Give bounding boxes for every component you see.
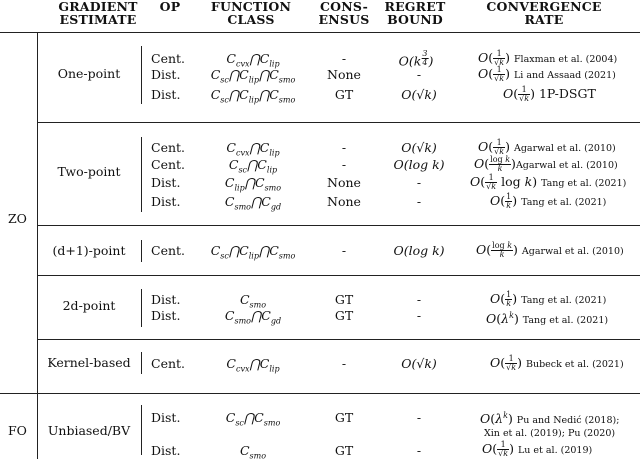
row-0-cite: Flaxman et al. (2004) — [513, 54, 618, 65]
row-0-regret: O(k $^{\frac{3}{4}}$ ) — [398, 49, 434, 69]
row-10-regret: O(√k) — [401, 356, 437, 371]
row-7-consensus: - — [341, 243, 347, 258]
bracket-2d-point — [141, 289, 142, 327]
row-3-rate: O( $\frac{1}{√k}$ ) Agarwal et al. (2010) — [478, 138, 616, 156]
rule-two-d1 — [37, 225, 640, 226]
row-2-consensus: GT — [334, 87, 354, 102]
row-8-op: Dist. — [151, 292, 181, 307]
group-2d-point: 2d-point — [62, 298, 116, 313]
row-9-consensus: GT — [334, 308, 354, 323]
bracket-one-point — [141, 46, 142, 104]
row-8-class: $C_{smo}$ — [239, 292, 267, 310]
row-10-cite: Bubeck et al. (2021) — [525, 359, 624, 370]
rule-header-bottom — [0, 32, 640, 33]
bracket-unbiased — [141, 405, 142, 455]
row-7-cite: Agarwal et al. (2010) — [521, 246, 624, 257]
row-12-regret: - — [416, 443, 422, 458]
row-1-op: Dist. — [151, 67, 181, 82]
row-11-cite-line2: Xin et al. (2019); Pu (2020) — [484, 428, 616, 439]
rule-2d-kernel — [37, 339, 640, 340]
bracket-d1-point — [141, 240, 142, 262]
row-12-op: Dist. — [151, 443, 181, 458]
row-1-regret: - — [416, 67, 422, 82]
rule-fo-top — [0, 393, 640, 394]
row-4-consensus: - — [341, 157, 347, 172]
group-kernel: Kernel-based — [47, 355, 131, 370]
row-5-op: Dist. — [151, 175, 181, 190]
group-d1-point: (d+1)-point — [52, 243, 126, 258]
header-gradient-line2: ESTIMATE — [59, 12, 137, 27]
header-regret-line1: REGRET — [384, 0, 446, 14]
row-4-cite: Agarwal et al. (2010) — [515, 160, 618, 171]
row-0-op: Cent. — [151, 51, 186, 66]
row-2-regret: O(√k) — [401, 87, 437, 102]
row-2-class: $C_{sc}⋂C_{lip}⋂C_{smo}$ — [210, 87, 296, 105]
row-4-op: Cent. — [151, 157, 186, 172]
row-6-regret: - — [416, 194, 422, 209]
row-6-cite: Tang et al. (2021) — [521, 197, 607, 208]
header-regret-line2: BOUND — [387, 12, 443, 27]
header-op-label: OP — [159, 0, 181, 14]
header-regret-bound — [380, 0, 450, 26]
row-4-regret: O(log k) — [393, 157, 445, 172]
row-1-cite: Li and Assaad (2021) — [513, 70, 616, 81]
row-4-rate: O( $\frac{\text{log k}}{k}$ )Agarwal et al. (2010) — [474, 155, 618, 173]
row-11-consensus: GT — [334, 410, 354, 425]
row-7-rate: O( $\frac{\text{log k}}{k}$ ) Agarwal et al. (2010) — [476, 241, 624, 259]
header-conv-line1: CONVERGENCE — [486, 0, 602, 14]
bracket-two-point — [141, 137, 142, 212]
row-4-class: $C_{sc}⋂C_{lip}$ — [228, 157, 278, 175]
row-8-consensus: GT — [334, 292, 354, 307]
header-consensus — [306, 0, 382, 26]
row-11-rate: $O(\lambda^k)$ Pu and Nedić (2018); — [480, 411, 620, 427]
row-8-rate: O( $\frac{1}{k}$ ) Tang et al. (2021) — [490, 290, 607, 308]
row-11-regret: - — [416, 410, 422, 425]
header-consensus-line2: ENSUS — [318, 12, 370, 27]
row-10-rate: O( $\frac{1}{√k}$ ) Bubeck et al. (2021) — [490, 354, 624, 372]
row-0-rate: O( $\frac{1}{√k}$ ) Flaxman et al. (2004) — [478, 49, 618, 67]
row-12-consensus: GT — [334, 443, 354, 458]
row-6-rate: O( $\frac{1}{k}$ ) Tang et al. (2021) — [490, 192, 607, 210]
header-conv-line2: RATE — [524, 12, 564, 27]
rule-one-two — [37, 122, 640, 123]
header-function-line2: CLASS — [227, 12, 275, 27]
row-2-cite: 1P-DSGT — [538, 86, 596, 101]
row-10-consensus: - — [341, 356, 347, 371]
row-0-class: $C_{cvx}⋂C_{lip}$ — [226, 51, 280, 69]
row-12-class: $C_{smo}$ — [239, 443, 267, 461]
row-12-rate: O( $\frac{1}{√k}$ ) Lu et al. (2019) — [482, 440, 593, 458]
rule-d1-2d — [37, 275, 640, 276]
row-9-class: $C_{smo}⋂C_{gd}$ — [224, 308, 282, 326]
group-one-point: One-point — [57, 66, 121, 81]
row-2-rate: O( $\frac{1}{√k}$ ) 1P-DSGT — [503, 85, 596, 103]
row-6-class: $C_{smo}⋂C_{gd}$ — [224, 194, 282, 212]
row-7-class: $C_{sc}⋂C_{lip}⋂C_{smo}$ — [210, 243, 296, 261]
bracket-kernel — [141, 352, 142, 374]
header-gradient-estimate — [48, 0, 148, 26]
row-9-rate: $O(\lambda^k)$ Tang et al. (2021) — [486, 311, 609, 327]
header-function-line1: FUNCTION — [210, 0, 292, 14]
order-zo: ZO — [8, 211, 27, 226]
row-1-rate: O( $\frac{1}{√k}$ ) Li and Assaad (2021) — [478, 65, 616, 83]
row-3-regret: O(√k) — [401, 140, 437, 155]
row-1-class: $C_{sc}⋂C_{lip}⋂C_{smo}$ — [210, 67, 296, 85]
row-6-consensus: None — [327, 194, 361, 209]
row-10-class: $C_{cvx}⋂C_{lip}$ — [226, 356, 280, 374]
row-6-op: Dist. — [151, 194, 181, 209]
order-fo: FO — [8, 423, 27, 438]
row-3-op: Cent. — [151, 140, 186, 155]
row-8-regret: - — [416, 292, 422, 307]
rule-zo-divider — [37, 32, 38, 393]
row-9-cite: Tang et al. (2021) — [522, 315, 609, 327]
row-5-class: $C_{lip}⋂C_{smo}$ — [224, 175, 282, 193]
row-8-cite: Tang et al. (2021) — [521, 295, 607, 306]
row-10-op: Cent. — [151, 356, 186, 371]
row-0-consensus: - — [341, 51, 347, 66]
header-convergence-rate — [472, 0, 616, 26]
group-unbiased: Unbiased/BV — [47, 423, 131, 438]
row-5-regret: - — [416, 175, 422, 190]
row-11-cite: Pu and Nedić (2018); — [516, 415, 620, 427]
row-12-cite: Lu et al. (2019) — [517, 445, 593, 456]
row-9-op: Dist. — [151, 308, 181, 323]
row-3-class: $C_{cvx}⋂C_{lip}$ — [226, 140, 280, 158]
row-7-regret: O(log k) — [393, 243, 445, 258]
row-11-class: $C_{sc}⋂C_{smo}$ — [225, 410, 281, 428]
row-3-cite: Agarwal et al. (2010) — [513, 143, 616, 154]
row-5-rate: O( $\frac{1}{√k}$ log k) Tang et al. (2021) — [470, 173, 627, 191]
rule-fo-divider — [37, 393, 38, 459]
row-5-cite: Tang et al. (2021) — [541, 178, 627, 189]
row-9-regret: - — [416, 308, 422, 323]
header-function-class — [196, 0, 306, 26]
row-5-consensus: None — [327, 175, 361, 190]
group-two-point: Two-point — [57, 164, 121, 179]
row-11-op: Dist. — [151, 410, 181, 425]
header-op — [148, 0, 192, 13]
row-7-op: Cent. — [151, 243, 186, 258]
row-2-op: Dist. — [151, 87, 181, 102]
header-gradient-line1: GRADIENT — [58, 0, 138, 14]
header-consensus-line1: CONS- — [320, 0, 368, 14]
row-1-consensus: None — [327, 67, 361, 82]
row-3-consensus: - — [341, 140, 347, 155]
